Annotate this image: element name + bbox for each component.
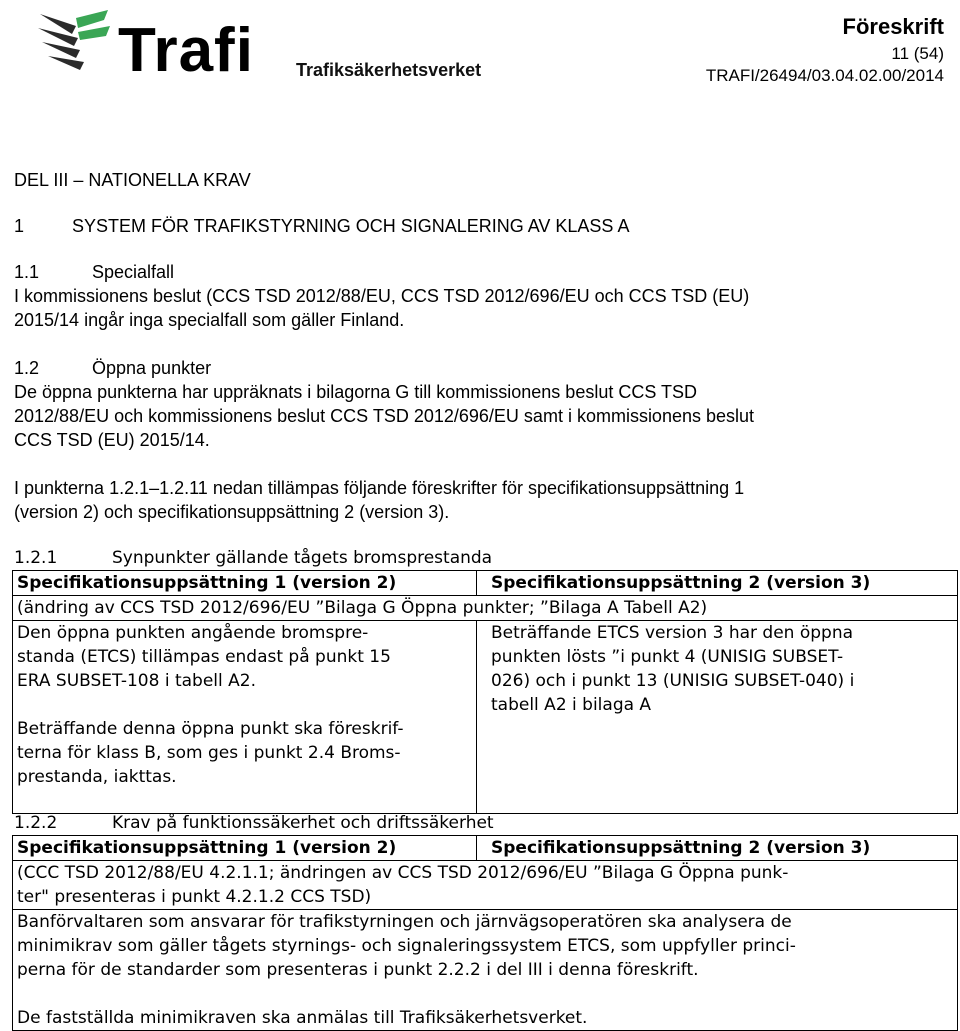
cell-line: minimikrav som gäller tågets styrnings- och signaleringssystem ETCS, som uppfyller princi- [17, 936, 796, 956]
logo-wordmark: Trafi [118, 16, 254, 85]
cell-line: 026) och i punkt 13 (UNISIG SUBSET-040) i [491, 671, 855, 691]
page-number: 11 (54) [891, 44, 944, 63]
document-kind: Föreskrift [842, 14, 944, 39]
table-span-row: (ändring av CCS TSD 2012/696/EU ”Bilaga G Öppna punkter; ”Bilaga A Tabell A2) [17, 598, 708, 618]
cell-line: terna för klass B, som ges i punkt 2.4 Broms- [17, 743, 401, 763]
paragraph-line: I kommissionens beslut (CCS TSD 2012/88/EU, CCS TSD 2012/696/EU och CCS TSD (EU) [14, 286, 750, 306]
cell-line: (CCC TSD 2012/88/EU 4.2.1.1; ändringen av CCS TSD 2012/696/EU ”Bilaga G Öppna punk- [17, 863, 789, 883]
section-number: 1.2.1 [14, 548, 58, 568]
section-title: Specialfall [92, 262, 175, 282]
cell-line: prestanda, iakttas. [17, 767, 177, 787]
column-header-set-1: Specifikationsuppsättning 1 (version 2) [13, 836, 477, 860]
cell-line: ter" presenteras i punkt 4.2.1.2 CCS TSD) [17, 887, 372, 907]
section-title: SYSTEM FÖR TRAFIKSTYRNING OCH SIGNALERING AV KLASS A [72, 216, 630, 236]
column-header-set-1: Specifikationsuppsättning 1 (version 2) [13, 571, 477, 595]
paragraph-line: CCS TSD (EU) 2015/14. [14, 430, 210, 450]
paragraph-line: De öppna punkterna har uppräknats i bilagorna G till kommissionens beslut CCS TSD [14, 382, 698, 402]
section-number: 1.2 [14, 358, 40, 378]
section-title: Synpunkter gällande tågets bromsprestanda [112, 548, 493, 568]
cell-line: punkten lösts ”i punkt 4 (UNISIG SUBSET- [491, 647, 844, 667]
cell-line: Den öppna punkten angående bromspre- [17, 623, 369, 643]
cell-line: ERA SUBSET-108 i tabell A2. [17, 671, 256, 691]
section-title: Öppna punkter [92, 358, 212, 378]
column-header-set-2: Specifikationsuppsättning 2 (version 3) [491, 573, 871, 593]
section-1-2-1-heading [14, 546, 492, 570]
trafi-logo-icon [38, 8, 110, 80]
section-1-heading [14, 214, 629, 238]
paragraph-line: I punkterna 1.2.1–1.2.11 nedan tillämpas följande föreskrifter för specifikationsuppsättning 1 [14, 478, 745, 498]
section-number: 1.1 [14, 262, 40, 282]
section-number: 1.2.2 [14, 813, 58, 833]
safety-requirements-table [12, 835, 958, 1031]
section-1-2-2-heading [14, 811, 494, 835]
column-header-set-2: Specifikationsuppsättning 2 (version 3) [491, 838, 871, 858]
section-heading [14, 260, 954, 284]
cell-line: standa (ETCS) tillämpas endast på punkt 15 [17, 647, 391, 667]
cell-line: Banförvaltaren som ansvarar för trafikstyrningen och järnvägsoperatören ska analysera de [17, 912, 792, 932]
table-span-row [13, 861, 957, 909]
cell-line: Beträffande denna öppna punkt ska föreskrif- [17, 719, 404, 739]
cell-line: De fastställda minimikraven ska anmälas till Trafiksäkerhetsverket. [17, 1008, 588, 1028]
section-1-1 [14, 260, 954, 332]
table-cell-set-2 [477, 621, 957, 813]
paragraph-line: 2015/14 ingår inga specialfall som gäller Finland. [14, 310, 405, 330]
paragraph-line: 2012/88/EU och kommissionens beslut CCS TSD 2012/696/EU samt i kommissionens beslut [14, 406, 755, 426]
section-heading [14, 356, 954, 380]
section-1-2 [14, 356, 954, 524]
cell-line: tabell A2 i bilaga A [491, 695, 652, 715]
logo-subtitle: Trafiksäkerhetsverket [296, 60, 482, 80]
section-title: Krav på funktionssäkerhet och driftssäkerhet [112, 813, 494, 833]
brake-performance-table [12, 570, 958, 814]
paragraph-line: (version 2) och specifikationsuppsättning 2 (version 3). [14, 502, 450, 522]
part-title: DEL III – NATIONELLA KRAV [14, 170, 251, 190]
cell-line: Beträffande ETCS version 3 har den öppna [491, 623, 854, 643]
document-reference: TRAFI/26494/03.04.02.00/2014 [705, 66, 944, 85]
section-number: 1 [14, 216, 25, 236]
cell-line: perna för de standarder som presenteras i punkt 2.2.2 i del III i denna föreskrift. [17, 960, 699, 980]
table-body-cell [13, 910, 957, 1030]
table-cell-set-1 [13, 621, 477, 813]
